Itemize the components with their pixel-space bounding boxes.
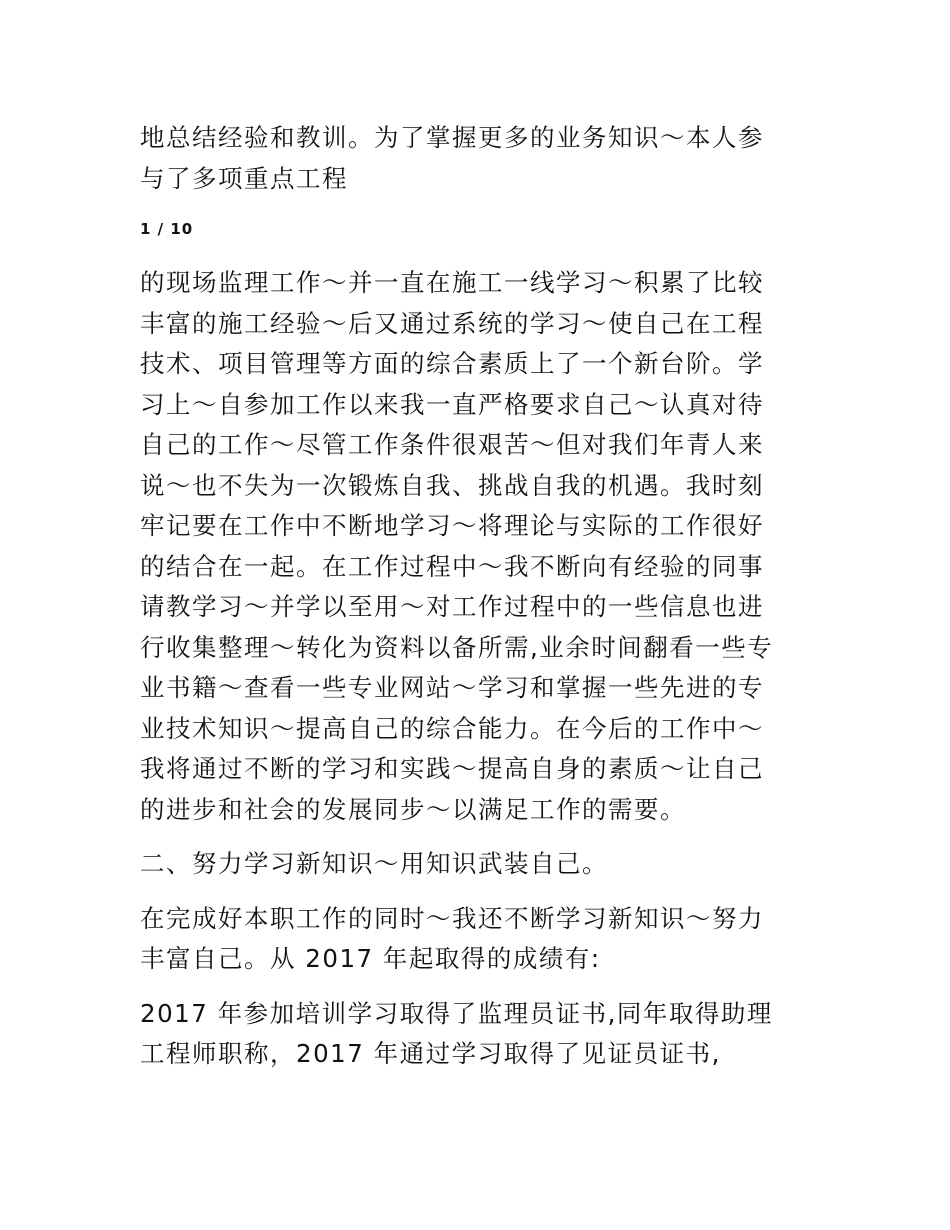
paragraph-certificates: 2017 年参加培训学习取得了监理员证书,同年取得助理 工程师职称，2017 年通过学习取得了见证员证书,	[140, 998, 773, 1068]
paragraph-new-knowledge: 在完成好本职工作的同时～我还不断学习新知识～努力 丰富自己。从 2017 年起取得的成绩有:	[140, 903, 764, 973]
section-heading-2: 二、努力学习新知识～用知识武装自己。	[140, 849, 608, 878]
document-content	[140, 118, 812, 1075]
paragraph-continued: 地总结经验和教训。为了掌握更多的业务知识～本人参 与了多项重点工程	[140, 123, 764, 193]
page-number: 1 / 10	[140, 220, 194, 238]
paragraph-work-experience: 的现场监理工作～并一直在施工一线学习～积累了比较 丰富的施工经验～后又通过系统的学习～使自己在工程 技术、项目管理等方面的综合素质上了一个新台阶。学 习上～自参加工作以来我一直严格要求自己～认真对待 自己的工作～尽管工作条件很艰苦～但对我们年青人来 说～也不失为一次锻炼自我、挑战自我的机遇。我时刻 牢记要在工作中不断地学习～将理论与实际的工作很好 的结合在一起。在工作过程中～我不断向有经验的同事 请教学习～并学以至用～对工作过程中的一些信息也进 行收集整理～转化为资料以备所需,业余时间翻看一些专 业书籍～查看一些专业网站～学习和掌握一些先进的专 业技术知识～提高自己的综合能力。在今后的工作中～ 我将通过不断的学习和实践～提高自身的素质～让自己 的进步和社会的发展同步～以满足工作的需要。	[140, 268, 774, 824]
